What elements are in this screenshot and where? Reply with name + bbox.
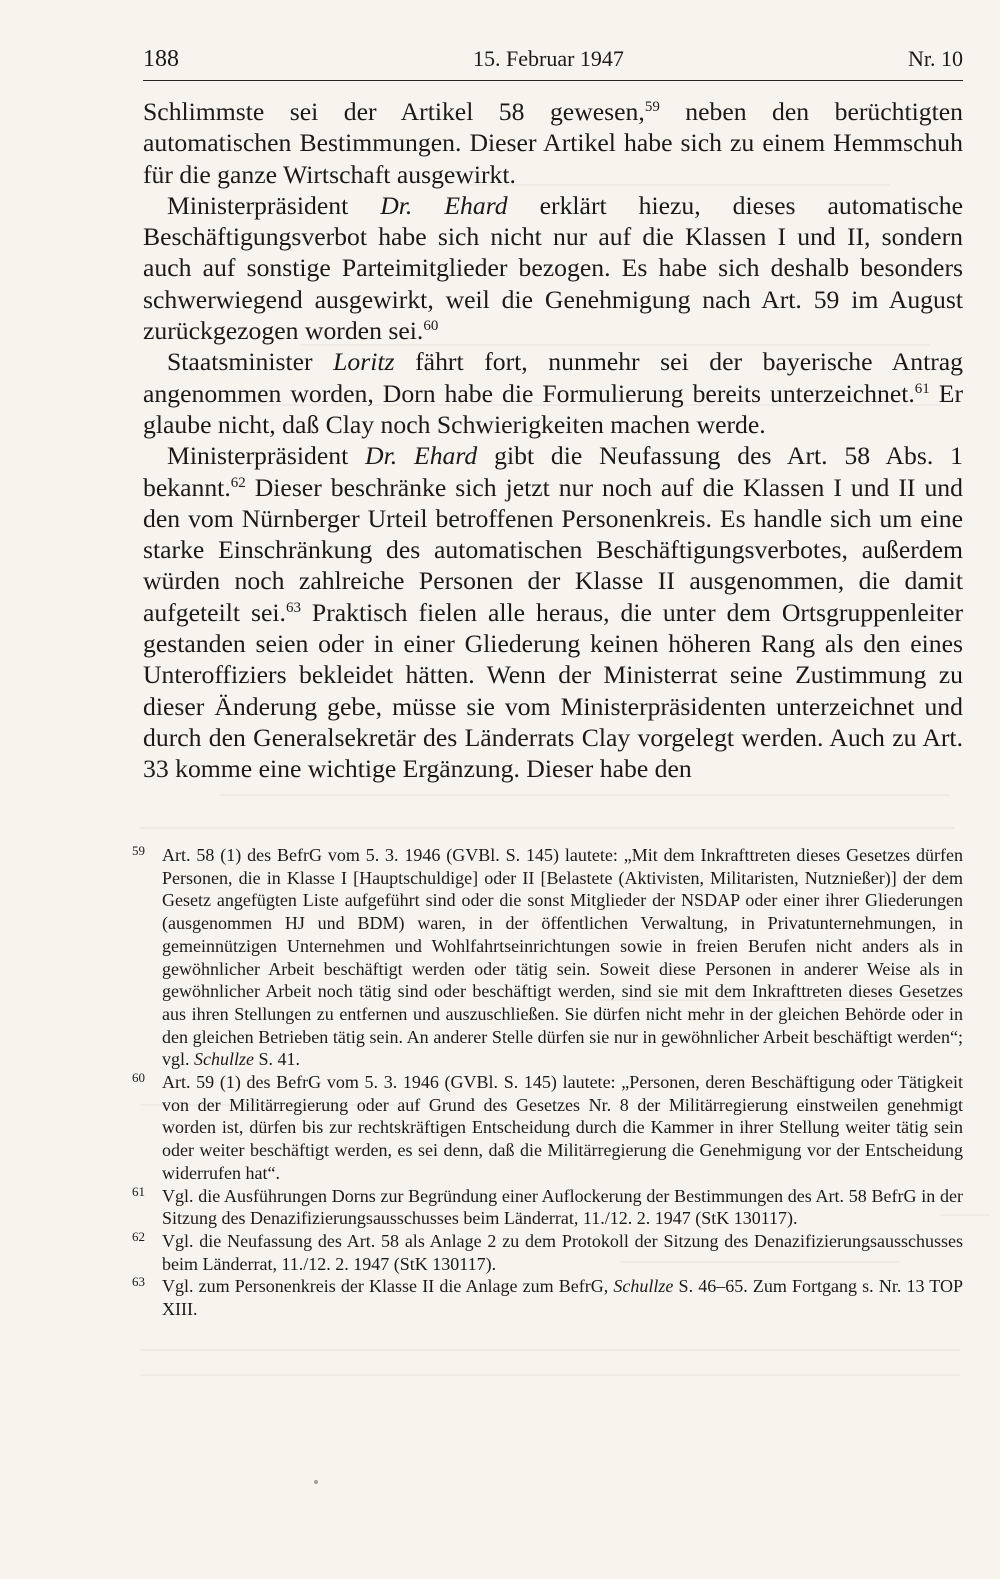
footnotes	[132, 844, 963, 1321]
text-run: Ministerpräsident	[167, 190, 381, 220]
author-citation: Schullze	[194, 1049, 255, 1070]
author-citation: Schullze	[613, 1276, 674, 1297]
paragraph	[143, 440, 963, 784]
header-rule	[143, 80, 963, 81]
main-text	[143, 96, 963, 785]
text-run: Schlimmste sei der Artikel 58 gewesen,	[143, 97, 645, 126]
footnote	[132, 1071, 963, 1185]
document-number: Nr. 10	[908, 46, 963, 71]
footnote-ref: 62	[230, 474, 246, 491]
text-run: gibt die Neufassung des Art. 58 Abs. 1 bekannt.	[143, 441, 963, 502]
page-number: 188	[143, 46, 179, 72]
text-run: erklärt hiezu, dieses automatische Beschäftigungsverbot habe sich nicht nur auf die Klassen I und II, sondern auch auf sonstige Parteimitglieder bezogen. Es habe sich deshalb besonders schwerwiegend ausgewirkt, weil die Genehmigung nach Art. 59 im August zurückgezogen worden sei.	[143, 190, 963, 346]
paragraph	[143, 346, 963, 440]
footnote	[132, 1185, 963, 1230]
footnote	[132, 1275, 963, 1320]
footnote-number: 60	[132, 1070, 145, 1086]
footnote	[132, 1230, 963, 1275]
footnote-ref: 61	[914, 380, 930, 397]
footnote-text: Vgl. die Neufassung des Art. 58 als Anlage 2 zu dem Protokoll der Sitzung des Denazifizierungsausschusses beim Länderrat, 11./12. 2. 1947 (StK 130117).	[162, 1230, 963, 1274]
text-run: fährt fort, nunmehr sei der bayerische Antrag angenommen worden, Dorn habe die Formulierung bereits unterzeichnet.	[143, 347, 964, 408]
paragraph	[143, 190, 963, 346]
footnote-ref: 63	[285, 599, 301, 616]
footnote-ref: 59	[644, 99, 660, 115]
speaker-name: Loritz	[333, 347, 395, 377]
text-run: Dieser beschränke sich jetzt nur noch auf die Klassen I und II und den vom Nürnberger Urteil betroffenen Personenkreis. Es handle sich um eine starke Einschränkung des automatischen Beschäftigungsverbotes, außerdem würden noch zahlreiche Personen der Klasse II ausgenommen, die damit aufgeteilt sei.	[143, 472, 963, 627]
footnote-text: Vgl. zum Personenkreis der Klasse II die Anlage zum BefrG,	[162, 1276, 614, 1297]
footnote-text: Art. 59 (1) des BefrG vom 5. 3. 1946 (GVBl. S. 145) lautete: „Personen, deren Beschäftigung oder Tätigkeit von der Militärregierung oder auf Grund des Gesetzes Nr. 8 der Militärregierung einstweilen genehmigt worden ist, dürfen bis zur rechtskräftigen Entscheidung durch die Kammer in ihrer Stellung weiter tätig sein oder weiter beschäftigt werden, es sei denn, daß die Militärregierung die Genehmigung vor der Entscheidung widerrufen hat“.	[162, 1072, 963, 1183]
text-run: Staatsminister	[167, 347, 334, 377]
text-run: Ministerpräsident	[167, 441, 366, 471]
footnote-number: 61	[132, 1183, 145, 1199]
footnote-text: Art. 58 (1) des BefrG vom 5. 3. 1946 (GVBl. S. 145) lautete: „Mit dem Inkrafttreten dieses Gesetzes dürfen Personen, die in Klasse I [Hauptschuldige] oder II [Belastete (Aktivisten, Militaristen, Nutznießer)] der dem Gesetz angefügten Liste aufgeführt sind oder die sonst Mitglieder der NSDAP oder einer ihrer Gliederungen (ausgenommen HJ und BDM) waren, in der öffentlichen Verwaltung, in Privatunternehmungen, in gemeinnützigen Unternehmen und Wohlfahrtseinrichtungen sowie in freien Berufen nicht anders als in gewöhnlicher Arbeit beschäftigt werden oder tätig sein. Soweit diese Personen in anderer Weise als in gewöhnlicher Arbeit noch tätig sind oder beschäftigt werden, sind sie mit dem Inkrafttreten dieses Gesetzes aus ihren Stellungen zu entfernen und auszuschließen. Sie dürfen nicht mehr in der gleichen Behörde oder in den gleichen Betrieben tätig sein. An anderer Stelle dürfen sie nur in gewöhnlicher Arbeit beschäftigt werden“; vgl.	[162, 845, 963, 1070]
footnote-text: S. 46–65. Zum Fortgang s. Nr. 13 TOP XIII.	[162, 1276, 963, 1320]
footnote-number: 63	[132, 1274, 145, 1290]
footnote-number: 59	[132, 843, 145, 858]
paragraph	[143, 96, 963, 190]
text-run: Er glaube nicht, daß Clay noch Schwierigkeiten machen werde.	[143, 378, 964, 439]
running-header	[143, 40, 963, 78]
text-run: neben den berüchtigten automatischen Bestimmungen. Dieser Artikel habe sich zu einem Hemmschuh für die ganze Wirtschaft ausgewirkt.	[143, 97, 963, 189]
header-date: 15. Februar 1947	[473, 46, 624, 71]
footnote-ref: 60	[423, 318, 439, 335]
footnote	[132, 844, 963, 1071]
footnote-text: Vgl. die Ausführungen Dorns zur Begründung einer Auflockerung der Bestimmungen des Art. 58 BefrG in der Sitzung des Denazifizierungsausschusses beim Länderrat, 11./12. 2. 1947 (StK 130117).	[162, 1185, 963, 1229]
text-run: Praktisch fielen alle heraus, die unter dem Ortsgruppenleiter gestanden seien oder in einer Gliederung keinen höheren Rang als den eines Unteroffiziers bekleidet hätten. Wenn der Ministerrat seine Zustimmung zu dieser Änderung gebe, müsse sie vom Ministerpräsidenten unterzeichnet und durch den Generalsekretär des Länderrats Clay vorgelegt werden. Auch zu Art. 33 komme eine wichtige Ergänzung. Dieser habe den	[143, 597, 963, 784]
footnote-text: S. 41.	[254, 1049, 301, 1070]
speaker-name: Dr. Ehard	[365, 441, 478, 471]
speaker-name: Dr. Ehard	[380, 190, 508, 220]
footnote-number: 62	[132, 1228, 145, 1244]
